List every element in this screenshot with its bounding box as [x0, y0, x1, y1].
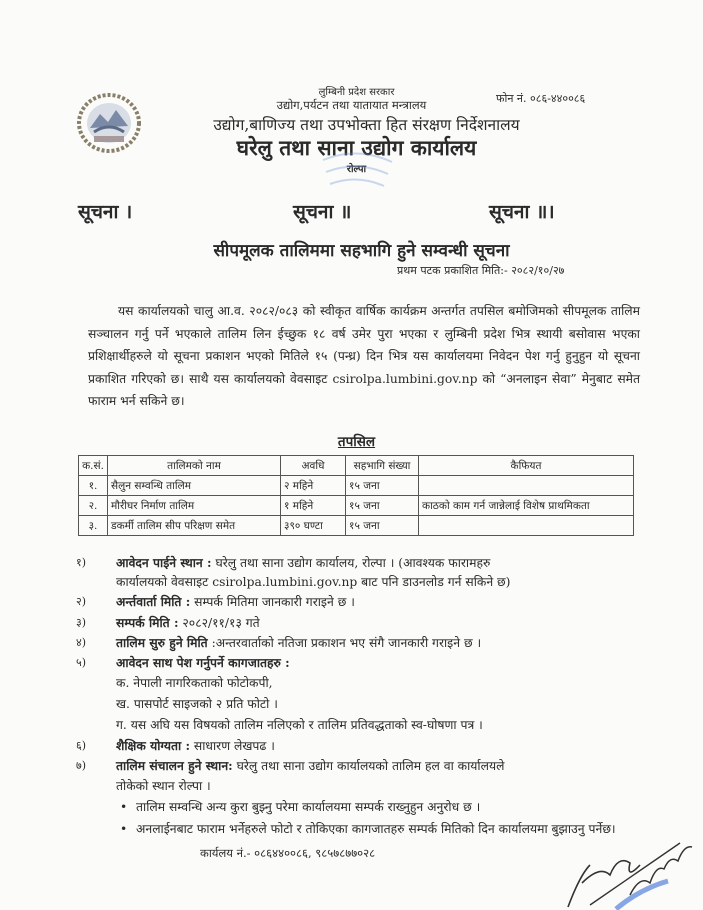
cell-participants: १५ जना: [346, 496, 419, 516]
item-label: आवेदन साथ पेश गर्नुपर्ने कागजातहरु :: [116, 655, 290, 671]
list-item: [76, 633, 636, 653]
office-contact-numbers: कार्यलय नं.- ०८६४४००८६, ९८५७८७७०२८: [200, 846, 376, 860]
cell-serial: १.: [79, 476, 108, 496]
bullet-icon: •: [120, 821, 128, 836]
document-item: ग. यस अघि यस विषयको तालिम नलिएको र तालिम प्रतिवद्धताको स्व-घोषणा पत्र ।: [116, 718, 483, 733]
office-place: रोल्पा: [346, 164, 367, 175]
item-continuation: कार्यालयको वेवसाइट csirolpa.lumbini.gov.np बाट पनि डाउनलोड गर्न सकिने छ): [116, 575, 511, 590]
cell-remarks: [419, 516, 634, 536]
list-item: [76, 613, 636, 633]
item-number: ४): [76, 635, 87, 649]
table-row: [79, 516, 634, 536]
cell-remarks: काठको काम गर्न जान्नेलाई विशेष प्राथमिकता: [419, 496, 634, 516]
conditions-list: [76, 553, 636, 840]
body-paragraph: यस कार्यालयको चालु आ.व. २०८२/०८३ को स्वीकृत वार्षिक कार्यक्रम अन्तर्गत तपसिल बमोजिमको सीपमूलक तालिम सञ्चालन गर्नु पर्ने भएकाले तालिम लिन ईच्छुक १८ वर्ष उमेर पुरा भएका र लुम्बिनी प्रदेश भित्र स्थायी बसोवास भएका प्रशिक्षार्थीहरुले यो सूचना प्रकाशन भएको मितिले १५ (पन्ध्र) दिन भित्र यस कार्यालयमा निवेदन पेश गर्नु हुनुहुन यो सूचना प्रकाशित गरिएको छ। साथै यस कार्यालयको वेवसाइट csirolpa.lumbini.gov.np को “अनलाइन सेवा” मेनुबाट समेत फाराम भर्न सकिने छ।: [88, 304, 640, 409]
bullet-icon: •: [120, 799, 128, 814]
item-text: घरेलु तथा साना उद्योग कार्यालयको तालिम हल वा कार्यालयले: [232, 759, 505, 774]
item-label: तालिम संचालन हुने स्थान:: [116, 758, 233, 774]
table-row: [79, 496, 634, 516]
faint-stamp-mark: [318, 150, 396, 196]
list-item: [76, 592, 636, 612]
notice-subject: सीपमूलक तालिममा सहभागि हुने सम्वन्धी सूचना: [213, 241, 510, 261]
item-text: :अन्तरवार्ताको नतिजा प्रकाशन भए संगै जानकारी गराइने छ ।: [207, 635, 482, 650]
header-remarks: कैफियत: [419, 456, 634, 476]
item-number: २): [76, 595, 87, 609]
item-label: अर्न्तवार्ता मिति :: [116, 594, 191, 610]
document-item: क. नेपाली नागरिकताको फोटोकपी,: [116, 676, 273, 691]
table-title: तपसिल: [337, 434, 376, 450]
list-item: [76, 736, 636, 756]
cell-serial: ३.: [79, 516, 108, 536]
bullet-text: अनलाईनबाट फाराम भर्नेहरुले फोटो र तोकिएका कागजातहरु सम्पर्क मितिको दिन कार्यालयमा बुझाउनु पर्नेछ।: [136, 821, 616, 836]
item-text: सम्पर्क मितिमा जानकारी गराइने छ ।: [190, 595, 355, 610]
notice-label-3: सूचना ॥।: [489, 201, 555, 223]
phone-number: फोन नं. ०८६-४४००८६: [496, 92, 586, 105]
office-name: घरेलु तथा साना उद्योग कार्यालय: [236, 135, 477, 160]
list-item: [76, 553, 636, 592]
item-number: ६): [76, 739, 87, 753]
signature-stamp: [560, 825, 700, 910]
header-serial: क.सं.: [79, 456, 108, 476]
cell-training-name: मौरीघर निर्माण तालिम: [108, 496, 281, 516]
list-item: [76, 653, 636, 673]
cell-duration: ३९० घण्टा: [281, 516, 346, 536]
item-continuation: तोकेको स्थान रोल्पा ।: [116, 778, 211, 793]
document-item: ख. पासपोर्ट साइजको २ प्रति फोटो ।: [116, 697, 278, 712]
training-table: [78, 455, 634, 536]
bullet-item: [76, 796, 636, 818]
item-number: ३): [76, 615, 87, 629]
item-number: १): [76, 556, 87, 569]
cell-serial: २.: [79, 496, 108, 516]
item-label: आवेदन पाईने स्थान :: [116, 555, 212, 570]
table-header-row: [79, 456, 634, 476]
cell-training-name: डकर्मी तालिम सीप परिक्षण समेत: [108, 516, 281, 536]
government-name: लुम्बिनी प्रदेश सरकार: [318, 87, 395, 98]
item-text: साधारण लेखपढ ।: [190, 739, 275, 754]
notice-label-2: सूचना ॥: [293, 201, 352, 223]
item-number: ५): [76, 656, 87, 670]
bullet-text: तालिम सम्वन्धि अन्य कुरा बुझ्नु परेमा कार्यालयमा सम्पर्क राख्नुहुन अनुरोध छ ।: [136, 799, 481, 814]
table-row: [79, 476, 634, 496]
cell-remarks: [419, 476, 634, 496]
list-item: [76, 756, 636, 795]
item-label: शैक्षिक योग्यता :: [116, 738, 191, 754]
cell-participants: १५ जना: [346, 476, 419, 496]
notice-label-1: सूचना ।: [78, 201, 133, 223]
ministry-name: उद्योग,पर्यटन तथा यातायात मन्त्रालय: [276, 98, 427, 112]
header-duration: अवधि: [281, 456, 346, 476]
item-text: २०८२/११/१३ गते: [178, 615, 260, 630]
item-label: सम्पर्क मिति :: [116, 614, 179, 630]
cell-duration: १ महिने: [281, 496, 346, 516]
published-date: प्रथम पटक प्रकाशित मिति:- २०८२/१०/२७: [397, 264, 565, 277]
item-number: ७): [76, 759, 87, 773]
header-training-name: तालिमको नाम: [108, 456, 281, 476]
directorate-name: उद्योग,बाणिज्य तथा उपभोक्ता हित संरक्षण निर्देशनालय: [213, 116, 520, 134]
header-participants: सहभागि संख्या: [346, 456, 419, 476]
cell-training-name: सैलुन सम्वन्धि तालिम: [108, 476, 281, 496]
cell-participants: १५ जना: [346, 516, 419, 536]
item-text: घरेलु तथा साना उद्योग कार्यालय, रोल्पा । (आवश्यक फारामहरु: [211, 556, 491, 570]
bullet-item: [76, 818, 636, 840]
cell-duration: २ महिने: [281, 476, 346, 496]
item-label: तालिम सुरु हुने मिति: [116, 634, 208, 650]
